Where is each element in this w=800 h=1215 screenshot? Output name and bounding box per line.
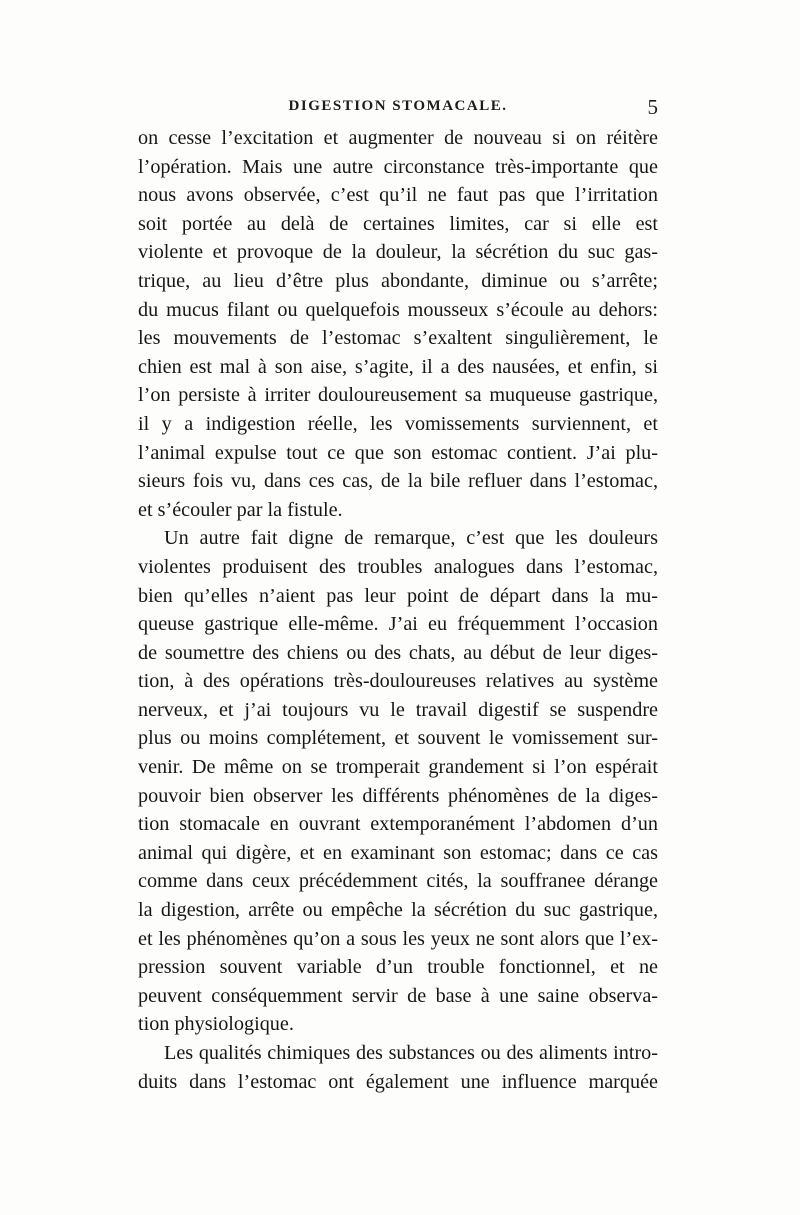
text-line: la digestion, arrête ou empêche la sécrétion du suc gastrique, [138,899,658,922]
text-line: du mucus filant ou quelquefois mousseux s’écoule au dehors: [138,298,658,321]
text-line: peuvent conséquemment servir de base à une saine observa- [138,984,658,1007]
text-line: tion stomacale en ouvrant extemporanément l’abdomen d’un [138,813,658,836]
text-line: Un autre fait digne de remarque, c’est que les douleurs [164,527,658,550]
text-line: tion physiologique. [138,1013,294,1036]
text-line: nous avons observée, c’est qu’il ne faut pas que l’irritation [138,184,658,207]
text-line: pression souvent variable d’un trouble fonctionnel, et ne [138,956,658,979]
body-text [138,124,658,1096]
text-line: les mouvements de l’estomac s’exaltent singulièrement, le [138,327,658,350]
paragraph-3 [138,1039,658,1096]
text-line: queuse gastrique elle-même. J’ai eu fréquemment l’occasion [138,613,658,636]
paragraph-1 [138,124,658,524]
text-line: l’opération. Mais une autre circonstance très-importante que [138,155,658,178]
text-line: venir. De même on se tromperait grandement si l’on espérait [138,756,658,779]
text-line: sieurs fois vu, dans ces cas, de la bile refluer dans l’estomac, [138,470,658,493]
text-line: de soumettre des chiens ou des chats, au début de leur diges- [138,641,658,664]
text-line: nerveux, et j’ai toujours vu le travail digestif se suspendre [138,698,658,721]
page-number: 5 [647,95,658,119]
text-line: chien est mal à son aise, s’agite, il a des nausées, et enfin, si [138,355,658,378]
text-line: et les phénomènes qu’on a sous les yeux ne sont alors que l’ex- [138,927,658,950]
text-line: trique, au lieu d’être plus abondante, diminue ou s’arrête; [138,269,658,292]
text-line: soit portée au delà de certaines limites, car si elle est [138,212,658,235]
running-head [138,95,658,120]
paragraph-2 [138,524,658,1039]
text-line: plus ou moins complétement, et souvent le vomissement sur- [138,727,658,750]
text-line: tion, à des opérations très-douloureuses relatives au système [138,670,658,693]
text-line: et s’écouler par la fistule. [138,498,343,521]
text-line: l’animal expulse tout ce que son estomac contient. J’ai plu- [138,441,658,464]
text-line: comme dans ceux précédemment cités, la souffranee dérange [138,870,658,893]
text-line: pouvoir bien observer les différents phénomènes de la diges- [138,784,658,807]
text-line: Les qualités chimiques des substances ou des aliments intro- [164,1042,658,1064]
text-line: violente et provoque de la douleur, la sécrétion du suc gas- [138,241,658,264]
text-line: l’on persiste à irriter douloureusement sa muqueuse gastrique, [138,384,658,407]
text-line: animal qui digère, et en examinant son estomac; dans ce cas [138,841,658,864]
text-line: violentes produisent des troubles analogues dans l’estomac, [138,555,658,578]
text-line: on cesse l’excitation et augmenter de nouveau si on réitère [138,127,658,149]
text-line: il y a indigestion réelle, les vomissements surviennent, et [138,412,658,435]
running-title: DIGESTION STOMACALE. [288,98,508,114]
text-line: duits dans l’estomac ont également une influence marquée [138,1070,658,1093]
text-line: bien qu’elles n’aient pas leur point de départ dans la mu- [138,584,658,607]
